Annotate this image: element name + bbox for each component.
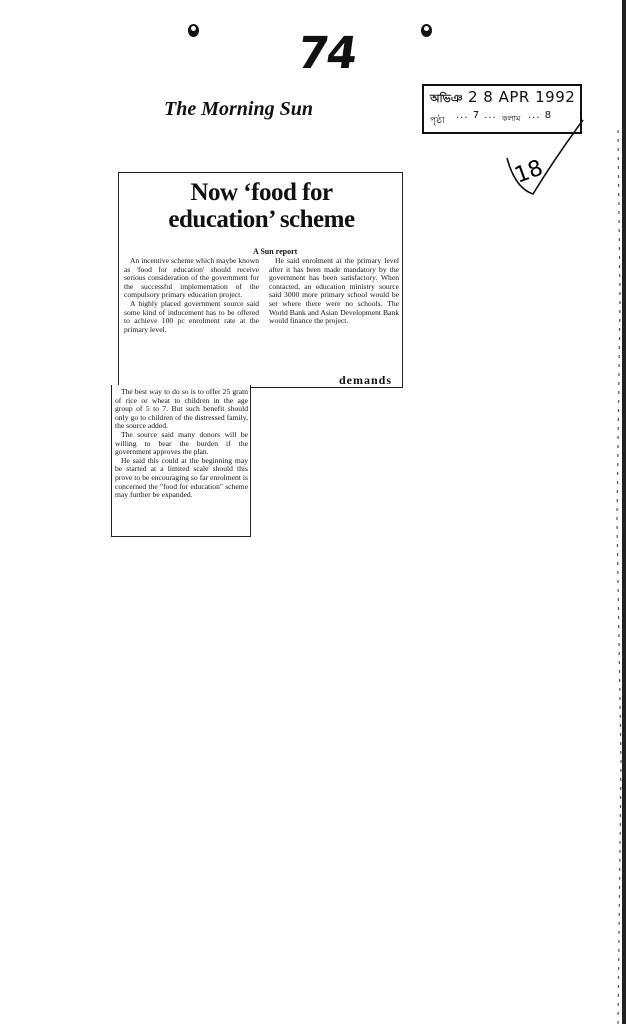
stamp-page-label: পৃষ্ঠা [430, 116, 445, 126]
handwritten-mark-text: 18 [511, 155, 547, 189]
headline-line-2: education’ scheme [168, 206, 355, 233]
article-paragraph: He said this could at the beginning may be started at a limited scale should this prove to be encouraging so far enrolment is concerned the "food for education" scheme may further be expanded. [115, 455, 248, 500]
article-headline [123, 179, 400, 233]
stamp-column-label: কলাম [502, 114, 521, 123]
stamp-date: 2 8 APR 1992 [468, 88, 576, 106]
headline-line-1: Now ‘food for [190, 179, 333, 206]
newspaper-masthead: The Morning Sun [164, 98, 313, 120]
handwritten-page-number: 74 [294, 28, 359, 79]
article-paragraph: He said enrolment at the primary level after it has been made mandatory by the government has been satisfactory. When contacted, an education ministry source said 3000 more primary school would be set where there were no schools. The World Bank and Asian Development Bank would finance the project. [269, 256, 399, 326]
article-column-1-continued [115, 388, 248, 500]
page-edge-shadow [610, 0, 626, 1024]
article-column-1 [124, 257, 259, 334]
stamp-column-value: ... 8 [528, 110, 553, 121]
stamp-label: অভিঞ [430, 92, 463, 105]
news-clipping-continued [111, 385, 251, 537]
article-column-2 [269, 257, 399, 326]
punch-hole-left [188, 24, 199, 37]
torn-fragment-text: demands [339, 373, 393, 387]
news-clipping [118, 172, 403, 388]
handwritten-check-mark [505, 118, 585, 208]
article-paragraph: An incentive scheme which maybe known as 'food for education' should receive serious consideration of the government for the successful implementation of the compulsory primary education project. [124, 256, 259, 300]
article-paragraph: A highly placed government source said some kind of inducement has to be offered to achieve 100 pc enrolment rate at the primary level. [124, 298, 259, 334]
article-paragraph: The best way to do so is to offer 25 gram of rice or wheat to children in the age group of 5 to 7. But such benefit should only go to children of the distressed family, the source added. [115, 387, 248, 431]
article-byline: A Sun report [253, 247, 298, 256]
article-paragraph: The source said many donors will be willing to bear the burden if the government approves the plan. [115, 429, 248, 457]
stamp-page-value: ... 7 ... [456, 110, 497, 121]
punch-hole-right [421, 24, 432, 37]
